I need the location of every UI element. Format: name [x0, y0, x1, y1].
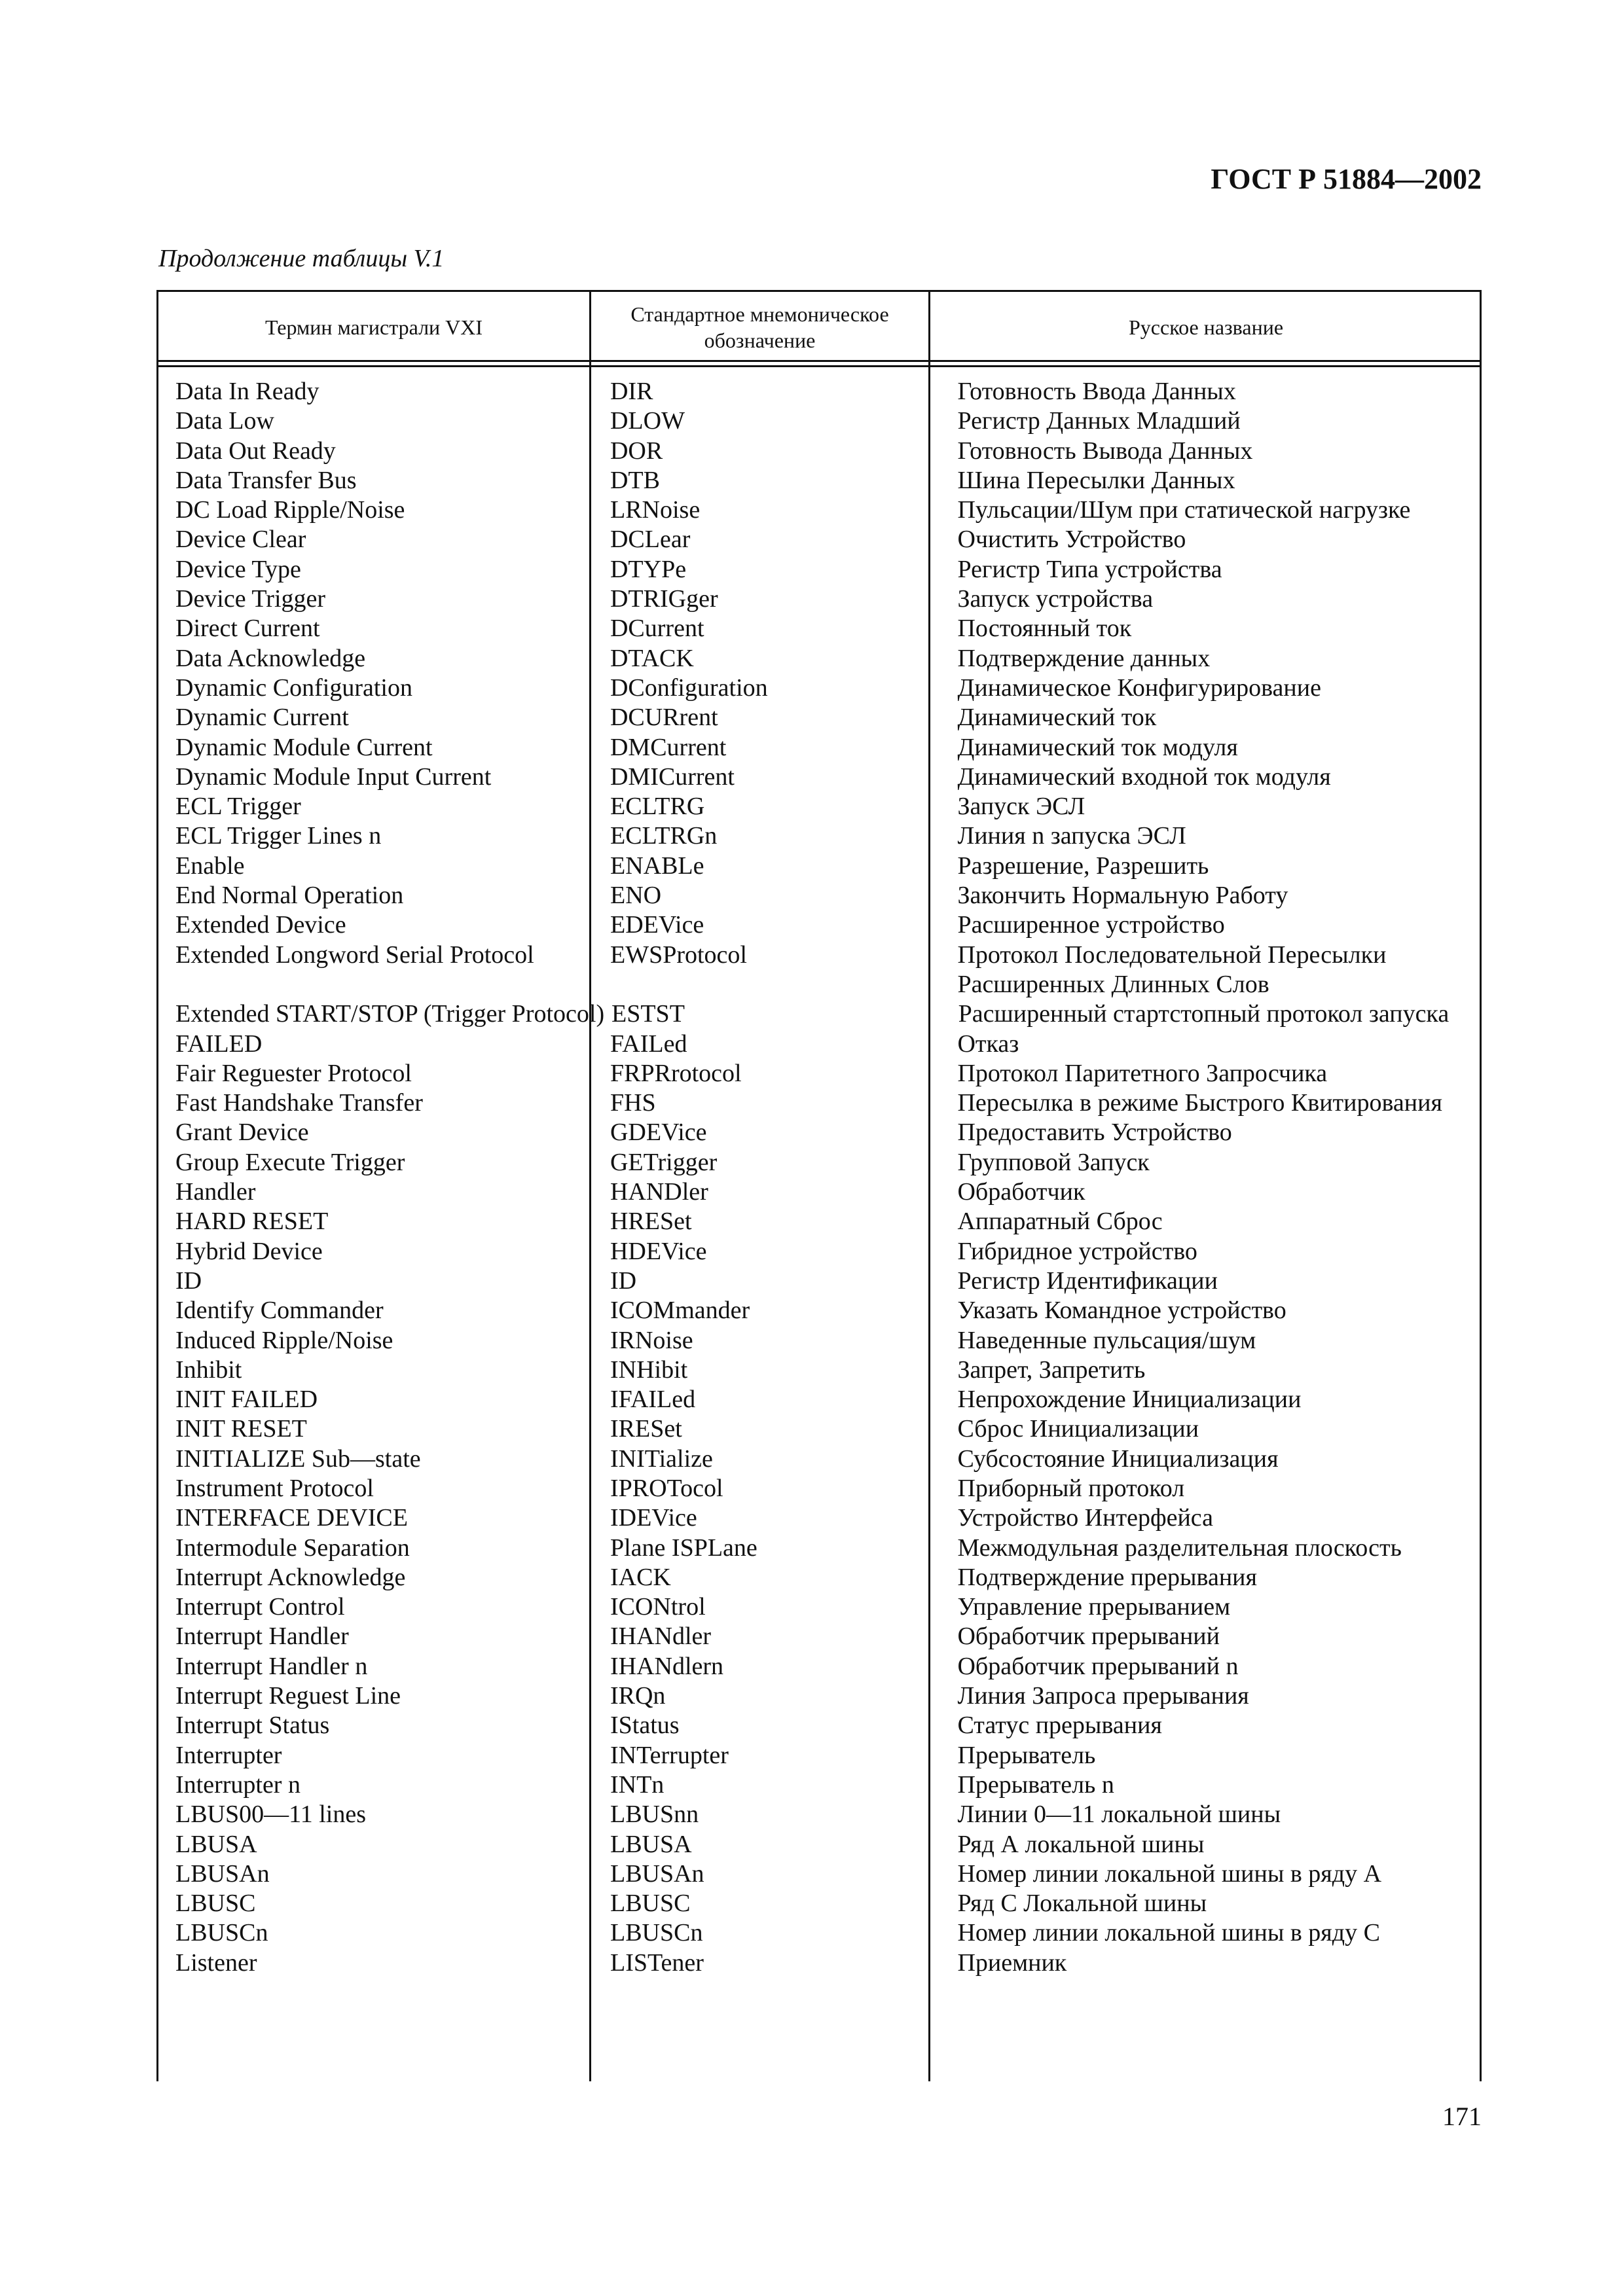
mnemonic-cell: ECLTRGn: [610, 822, 718, 850]
mnemonic-cell: FHS: [610, 1089, 656, 1117]
russian-name-cell: Запрет, Запретить: [957, 1355, 1146, 1384]
table-row: [158, 1296, 1480, 1325]
table-row: [158, 1118, 1480, 1147]
mnemonic-cell: DTRIGger: [610, 585, 718, 613]
russian-name-cell: Регистр Типа устройства: [957, 555, 1222, 583]
mnemonic-cell: LRNoise: [610, 496, 701, 524]
mnemonic-cell: LISTener: [610, 1948, 704, 1977]
mnemonic-cell: EDEVice: [610, 911, 704, 939]
column-header-vxi-term: Термин магистрали VXI: [264, 315, 483, 339]
term-cell: Interrupt Handler: [175, 1623, 349, 1651]
table-row: [158, 762, 1480, 792]
mnemonic-cell: DCurrent: [610, 615, 704, 643]
term-cell: Listener: [175, 1948, 257, 1977]
russian-name-cell: Пересылка в режиме Быстрого Квитирования: [957, 1089, 1442, 1117]
table-row: [158, 1088, 1480, 1118]
russian-name-cell: Прерыватель: [957, 1741, 1096, 1769]
russian-name-cell: Отказ: [957, 1030, 1019, 1058]
table-row: [158, 1563, 1480, 1592]
mnemonic-cell: FRPRrotocol: [610, 1059, 742, 1087]
table-row: [158, 1741, 1480, 1770]
mnemonic-cell: IHANdler: [610, 1623, 712, 1651]
mnemonic-cell: DCURrent: [610, 704, 718, 732]
mnemonic-cell: HANDler: [610, 1178, 708, 1206]
table-row: [158, 852, 1480, 881]
russian-name-cell: Сброс Инициализации: [957, 1415, 1199, 1443]
term-cell: DC Load Ripple/Noise: [175, 496, 405, 524]
table-row: [158, 437, 1480, 466]
table-row: [158, 1207, 1480, 1236]
mnemonic-cell: IStatus: [610, 1712, 680, 1740]
term-cell: Data In Ready: [175, 378, 319, 405]
column-header-mnemonic: Стандартное мнемоническое обозначение: [630, 302, 889, 352]
term-cell: Extended Longword Serial Protocol: [175, 941, 534, 969]
russian-name-cell: Групповой Запуск: [957, 1148, 1150, 1176]
russian-name-cell: Предоставить Устройство: [957, 1119, 1232, 1147]
term-cell: INIT FAILED: [175, 1386, 318, 1414]
document-code: ГОСТ Р 51884—2002: [1211, 163, 1482, 195]
table-row: [158, 1711, 1480, 1740]
mnemonic-cell: ECLTRG: [610, 793, 705, 821]
russian-name-cell: Указать Командное устройство: [957, 1297, 1286, 1325]
mnemonic-cell: GETrigger: [610, 1148, 718, 1176]
table-row: [158, 406, 1480, 436]
term-cell: Extended Device: [175, 911, 346, 939]
term-cell: Grant Device: [175, 1119, 309, 1147]
russian-name-cell: Наведенные пульсация/шум: [957, 1326, 1256, 1354]
term-cell: Data Acknowledge: [175, 644, 366, 672]
term-cell: Interrupt Status: [175, 1712, 330, 1740]
term-cell: Device Trigger: [175, 585, 326, 613]
russian-name-cell: Статус прерывания: [957, 1712, 1162, 1740]
mnemonic-cell: IRNoise: [610, 1326, 693, 1354]
table-row: [158, 1059, 1480, 1088]
table-row: [158, 644, 1480, 673]
mnemonic-cell: ESTST: [611, 1000, 685, 1028]
term-cell: Device Clear: [175, 526, 306, 554]
terms-table: [156, 290, 1482, 2081]
table-body: [158, 377, 1480, 1978]
table-row: [158, 1889, 1480, 1918]
mnemonic-cell: ICOMmander: [610, 1297, 750, 1325]
term-cell: INITIALIZE Sub—state: [175, 1444, 421, 1473]
table-row: [158, 1177, 1480, 1207]
russian-name-cell: Регистр Идентификации: [957, 1266, 1218, 1295]
table-row: [158, 1859, 1480, 1889]
page-number: 171: [1442, 2102, 1482, 2131]
mnemonic-cell: INHibit: [610, 1355, 688, 1384]
term-cell: Interrupter: [175, 1741, 282, 1769]
mnemonic-cell: FAILed: [610, 1030, 687, 1058]
russian-name-cell: Номер линии локальной шины в ряду А: [957, 1859, 1382, 1888]
table-row: [158, 1681, 1480, 1711]
mnemonic-cell: INITialize: [610, 1444, 713, 1473]
table-row: [158, 466, 1480, 495]
term-cell: Fair Reguester Protocol: [175, 1059, 412, 1087]
russian-name-cell: Обработчик: [957, 1178, 1085, 1206]
russian-name-cell: Динамический ток модуля: [957, 733, 1238, 761]
table-row: [158, 1652, 1480, 1681]
term-cell: INTERFACE DEVICE: [175, 1504, 408, 1532]
term-cell: Induced Ripple/Noise: [175, 1326, 393, 1354]
mnemonic-cell: LBUSC: [610, 1890, 691, 1918]
mnemonic-cell: LBUSCn: [610, 1919, 703, 1947]
column-header-russian-name: Русское название: [1128, 315, 1284, 339]
mnemonic-cell: ENABLe: [610, 852, 704, 880]
mnemonic-cell: IHANdlern: [610, 1652, 724, 1680]
mnemonic-cell: LBUSnn: [610, 1801, 699, 1829]
table-row: [158, 1030, 1480, 1059]
term-cell: End Normal Operation: [175, 882, 404, 910]
russian-name-cell: Подтверждение прерывания: [957, 1563, 1257, 1591]
mnemonic-cell: DIR: [610, 378, 653, 405]
mnemonic-cell: DMCurrent: [610, 733, 727, 761]
table-row: [158, 377, 1480, 406]
russian-name-cell: Обработчик прерываний n: [957, 1652, 1239, 1680]
term-cell: Interrupt Acknowledge: [175, 1563, 406, 1591]
russian-name-cell: Управление прерыванием: [957, 1593, 1231, 1621]
term-cell: Data Low: [175, 407, 274, 435]
mnemonic-cell: DMICurrent: [610, 762, 735, 791]
table-row: [158, 1503, 1480, 1533]
russian-name-cell: Подтверждение данных: [957, 644, 1211, 672]
russian-name-cell: Межмодульная разделительная плоскость: [957, 1534, 1402, 1562]
table-row: [158, 1474, 1480, 1503]
mnemonic-cell: INTerrupter: [610, 1741, 729, 1769]
term-cell: LBUSA: [175, 1830, 257, 1858]
term-cell: Device Type: [175, 555, 301, 583]
mnemonic-cell: ICONtrol: [610, 1593, 706, 1621]
table-row: [158, 1770, 1480, 1800]
russian-name-cell: Разрешение, Разрешить: [957, 852, 1209, 880]
table-row: [158, 733, 1480, 762]
term-cell: Intermodule Separation: [175, 1534, 410, 1562]
mnemonic-cell: IACK: [610, 1563, 671, 1591]
term-cell: Interrupt Reguest Line: [175, 1682, 401, 1710]
russian-name-cell: Приборный протокол: [957, 1474, 1185, 1502]
russian-name-cell: Аппаратный Сброс: [957, 1208, 1163, 1236]
term-cell: LBUSC: [175, 1890, 256, 1918]
table-row: [158, 1355, 1480, 1385]
mnemonic-cell: IRQn: [610, 1682, 666, 1710]
term-cell: Group Execute Trigger: [175, 1148, 405, 1176]
table-row: [158, 910, 1480, 940]
russian-name-cell: Постоянный ток: [957, 615, 1132, 643]
mnemonic-cell: ENO: [610, 882, 662, 910]
russian-name-cell: Обработчик прерываний: [957, 1623, 1220, 1651]
russian-name-cell: Динамический ток: [957, 704, 1157, 732]
russian-name-cell: Запуск устройства: [957, 585, 1154, 613]
russian-name-cell: Закончить Нормальную Работу: [957, 882, 1288, 910]
table-row: [158, 1414, 1480, 1444]
mnemonic-cell: HDEVice: [610, 1237, 707, 1265]
term-cell: Hybrid Device: [175, 1237, 323, 1265]
term-cell: INIT RESET: [175, 1415, 307, 1443]
mnemonic-cell: IDEVice: [610, 1504, 697, 1532]
term-cell: Direct Current: [175, 615, 320, 643]
term-cell: Interrupt Control: [175, 1593, 345, 1621]
table-row: [158, 1592, 1480, 1622]
term-cell: Interrupt Handler n: [175, 1652, 368, 1680]
term-cell: FAILED: [175, 1030, 263, 1058]
russian-name-cell: Динамический входной ток модуля: [957, 762, 1331, 791]
term-cell: Instrument Protocol: [175, 1474, 374, 1502]
table-row: [158, 1148, 1480, 1177]
russian-name-cell: Готовность Вывода Данных: [957, 437, 1253, 465]
table-row: [158, 525, 1480, 554]
russian-name-cell: Регистр Данных Младший: [957, 407, 1241, 435]
table-row: [158, 614, 1480, 643]
term-cell: ECL Trigger: [175, 793, 301, 821]
russian-name-cell: Расширенное устройство: [957, 911, 1225, 939]
table-row: [158, 584, 1480, 614]
table-row: [158, 1830, 1480, 1859]
russian-name-cell: Шина Пересылки Данных: [957, 466, 1235, 494]
russian-name-cell: Очистить Устройство: [957, 526, 1186, 554]
mnemonic-cell: INTn: [610, 1770, 665, 1799]
table-row: [158, 821, 1480, 851]
term-cell: Data Out Ready: [175, 437, 336, 465]
table-row: [158, 703, 1480, 732]
term-cell: Data Transfer Bus: [175, 466, 357, 494]
term-cell: Dynamic Module Input Current: [175, 762, 492, 791]
russian-name-cell: Устройство Интерфейса: [957, 1504, 1213, 1532]
term-cell: HARD RESET: [175, 1208, 329, 1236]
table-row: [158, 792, 1480, 821]
table-row: [158, 495, 1480, 525]
table-row: [158, 673, 1480, 703]
russian-name-cell: Линии 0—11 локальной шины: [957, 1801, 1281, 1829]
term-cell: Fast Handshake Transfer: [175, 1089, 423, 1117]
term-cell: Identify Commander: [175, 1297, 384, 1325]
term-cell: Handler: [175, 1178, 256, 1206]
mnemonic-cell: HRESet: [610, 1208, 692, 1236]
term-cell: Inhibit: [175, 1355, 242, 1384]
mnemonic-cell: GDEVice: [610, 1119, 707, 1147]
term-cell: LBUSAn: [175, 1859, 270, 1888]
mnemonic-cell: ID: [610, 1266, 637, 1295]
table-row: [158, 1266, 1480, 1296]
russian-name-cell: Гибридное устройство: [957, 1237, 1197, 1265]
mnemonic-cell: IRESet: [610, 1415, 682, 1443]
mnemonic-cell: IPROTocol: [610, 1474, 723, 1502]
mnemonic-cell: IFAILed: [610, 1386, 696, 1414]
russian-name-cell: Динамическое Конфигурирование: [957, 673, 1321, 702]
term-cell: Interrupter n: [175, 1770, 301, 1799]
russian-name-cell: Линия Запроса прерывания: [957, 1682, 1249, 1710]
term-cell: ID: [175, 1266, 202, 1295]
table-row: [158, 881, 1480, 910]
russian-name-cell: Линия n запуска ЭСЛ: [957, 822, 1186, 850]
table-row: [158, 1237, 1480, 1266]
russian-name-cell: Протокол Последовательной Пересылки Расширенных Длинных Слов: [957, 941, 1387, 998]
term-cell: LBUSCn: [175, 1919, 268, 1947]
mnemonic-cell: DOR: [610, 437, 663, 465]
russian-name-cell: Субсостояние Инициализация: [957, 1444, 1279, 1473]
mnemonic-cell: DTB: [610, 466, 660, 494]
mnemonic-cell: DConfiguration: [610, 673, 768, 702]
russian-name-cell: Протокол Паритетного Запросчика: [957, 1059, 1328, 1087]
table-row: [158, 1326, 1480, 1355]
term-cell: ECL Trigger Lines n: [175, 822, 382, 850]
mnemonic-cell: EWSProtocol: [610, 941, 747, 969]
table-row: [158, 1444, 1480, 1474]
table-row: [158, 1622, 1480, 1651]
russian-name-cell: Прерыватель n: [957, 1770, 1114, 1799]
header-divider: [158, 365, 1480, 367]
mnemonic-cell: DLOW: [610, 407, 685, 435]
term-cell: Dynamic Module Current: [175, 733, 433, 761]
term-cell: Enable: [175, 852, 245, 880]
term-cell: Extended START/STOP (Trigger Protocol): [175, 1000, 605, 1028]
table-row: [158, 1800, 1480, 1829]
table-row: [158, 999, 1480, 1029]
mnemonic-cell: LBUSAn: [610, 1859, 704, 1888]
russian-name-cell: Ряд А локальной шины: [957, 1830, 1205, 1858]
table-row: [158, 555, 1480, 584]
table-row: [158, 1918, 1480, 1948]
russian-name-cell: Номер линии локальной шины в ряду С: [957, 1919, 1380, 1947]
table-row: [158, 1534, 1480, 1563]
russian-name-cell: Пульсации/Шум при статической нагрузке: [957, 496, 1411, 524]
russian-name-cell: Расширенный стартстопный протокол запуска: [958, 1000, 1450, 1028]
russian-name-cell: Запуск ЭСЛ: [957, 793, 1085, 821]
table-row: [158, 941, 1480, 1000]
table-row: [158, 1948, 1480, 1978]
mnemonic-cell: DTYPe: [610, 555, 687, 583]
term-cell: Dynamic Current: [175, 704, 349, 732]
russian-name-cell: Ряд С Локальной шины: [957, 1890, 1207, 1918]
mnemonic-cell: LBUSA: [610, 1830, 692, 1858]
table-row: [158, 1385, 1480, 1414]
term-cell: Dynamic Configuration: [175, 673, 412, 702]
russian-name-cell: Готовность Ввода Данных: [957, 378, 1236, 405]
mnemonic-cell: Plane ISPLane: [610, 1534, 757, 1562]
mnemonic-cell: DCLear: [610, 526, 691, 554]
russian-name-cell: Приемник: [957, 1948, 1067, 1977]
russian-name-cell: Непрохождение Инициализации: [957, 1386, 1302, 1414]
term-cell: LBUS00—11 lines: [175, 1801, 366, 1829]
mnemonic-cell: DTACK: [610, 644, 694, 672]
table-continuation-caption: Продолжение таблицы V.1: [158, 245, 445, 272]
